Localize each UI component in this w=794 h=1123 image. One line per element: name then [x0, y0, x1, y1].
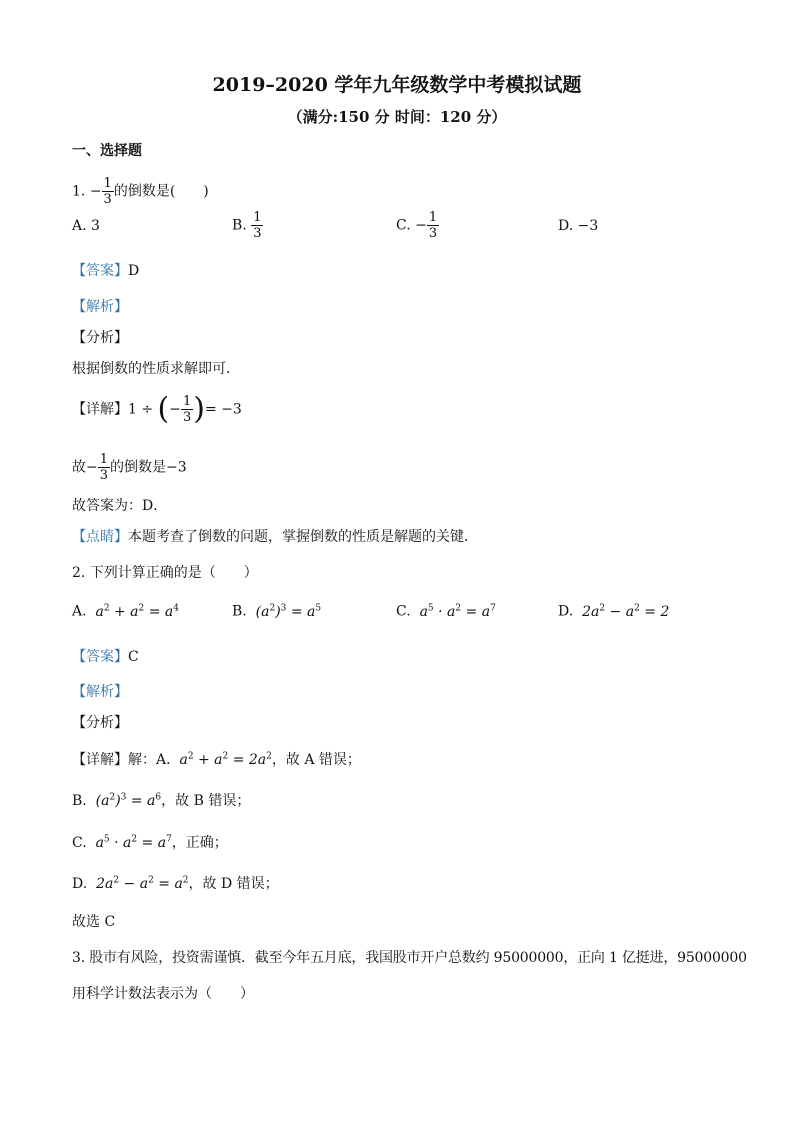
- q1-minus: −: [89, 183, 102, 200]
- frac-num: 1: [428, 210, 438, 225]
- option-formula: $(a^2)^3 = a^5$: [251, 603, 322, 620]
- comment-tag: 【点睛】: [72, 529, 128, 545]
- q2-detail-b: [72, 790, 250, 810]
- detail-label: D.: [72, 876, 88, 892]
- q1-option-a: [72, 218, 100, 234]
- page-title: 2019–2020 学年九年级数学中考模拟试题: [212, 74, 582, 96]
- right-paren: ): [193, 391, 205, 427]
- q1-fraction: [102, 176, 114, 207]
- option-value: −3: [577, 218, 599, 234]
- frac-num: 1: [183, 394, 192, 409]
- option-label: D.: [558, 218, 574, 234]
- detail-formula: $a^5 \cdot a^2 = a^7$: [91, 834, 172, 851]
- q2-stem: 2. 下列计算正确的是（ ）: [72, 565, 258, 581]
- answer-value: C: [128, 649, 139, 665]
- q1-frac-den: 3: [103, 192, 112, 207]
- q2-option-b: [232, 603, 321, 620]
- conclusion-pre: 故−: [72, 459, 98, 476]
- detail-note: ，故 A 错误；: [271, 752, 361, 768]
- option-label: C.: [396, 603, 411, 620]
- q1-answer: [72, 260, 139, 280]
- option-label: D.: [558, 603, 574, 620]
- option-label: C.: [396, 217, 411, 234]
- q3-stem-line1: 3. 股市有风险，投资需谨慎．截至今年五月底，我国股市开户总数约 95000000，正向 1 亿挺进，95000000: [72, 950, 747, 966]
- q1-stem: [72, 176, 209, 207]
- option-formula: $a^5 \cdot a^2 = a^7$: [415, 603, 496, 620]
- option-label: A.: [72, 603, 87, 620]
- q2-detail-a: [72, 749, 361, 769]
- q1-option-c: [396, 210, 439, 241]
- option-formula: $a^2 + a^2 = a^4$: [91, 603, 179, 620]
- detail-label: B.: [72, 793, 87, 809]
- q2-analysis-tag: 【解析】: [72, 684, 128, 700]
- option-label: A.: [72, 218, 87, 234]
- detail-note: ，正确；: [171, 835, 228, 851]
- detail-formula: $a^2 + a^2 = 2a^2$: [175, 751, 272, 768]
- q1-analysis-tag: 【解析】: [72, 299, 128, 315]
- page-subtitle: （满分:150 分 时间：120 分）: [287, 108, 507, 126]
- frac-den: 3: [253, 226, 262, 241]
- frac-den: 3: [428, 226, 438, 241]
- q1-option-d: [558, 218, 598, 234]
- q1-stem-tail: 的倒数是( ): [113, 183, 209, 200]
- q1-number: 1.: [72, 183, 86, 200]
- q1-comment: [72, 526, 478, 546]
- answer-tag: 【答案】: [72, 263, 128, 279]
- q2-final: 故选 C: [72, 914, 116, 930]
- option-fraction: [251, 210, 263, 241]
- detail-intro: 解：A.: [128, 752, 171, 768]
- q1-final: 故答案为：D．: [72, 498, 168, 514]
- detail-note: ，故 B 错误；: [161, 793, 251, 809]
- option-value: 3: [91, 218, 100, 234]
- q2-fenxi-tag: 【分析】: [72, 715, 128, 731]
- q2-detail-d: [72, 873, 279, 893]
- detail-tag: 【详解】: [72, 752, 128, 768]
- left-paren: (: [157, 391, 170, 427]
- answer-value: D: [128, 263, 140, 279]
- detail-label: C.: [72, 835, 87, 851]
- frac-num: 1: [253, 210, 262, 225]
- option-label: B.: [232, 603, 247, 620]
- conclusion-fraction: [98, 452, 110, 483]
- q1-fenxi-text: 根据倒数的性质求解即可．: [72, 361, 240, 377]
- q2-answer: [72, 646, 139, 666]
- frac-num: 1: [99, 452, 109, 467]
- q2-option-d: [558, 603, 669, 620]
- detail-formula: $(a^2)^3 = a^6$: [91, 792, 162, 809]
- detail-tag: 【详解】: [72, 401, 128, 418]
- q1-conclusion: [72, 452, 187, 483]
- q3-stem-line2: 用科学计数法表示为（ ）: [72, 986, 254, 1002]
- comment-text: 本题考查了倒数的问题，掌握倒数的性质是解题的关键．: [128, 529, 478, 545]
- q1-option-b: [232, 210, 263, 241]
- detail-minus: −: [169, 401, 181, 418]
- q1-fenxi-tag: 【分析】: [72, 330, 128, 346]
- answer-tag: 【答案】: [72, 649, 128, 665]
- detail-formula: $2a^2 - a^2 = a^2$: [91, 875, 189, 892]
- q2-detail-c: [72, 832, 228, 852]
- option-formula: $2a^2 - a^2 = 2$: [577, 603, 670, 620]
- option-minus: −: [415, 217, 427, 234]
- option-label: B.: [232, 217, 247, 234]
- detail-pre: 1 ÷: [128, 401, 158, 418]
- option-fraction: [427, 210, 439, 241]
- conclusion-post: 的倒数是−3: [110, 459, 187, 476]
- section-heading: 一、选择题: [72, 143, 142, 159]
- q2-option-a: [72, 603, 179, 620]
- detail-note: ，故 D 错误；: [188, 876, 279, 892]
- q1-detail: [72, 391, 242, 427]
- q2-option-c: [396, 603, 496, 620]
- frac-den: 3: [99, 468, 109, 483]
- detail-fraction: [181, 394, 193, 425]
- detail-post: = −3: [205, 401, 242, 418]
- frac-den: 3: [183, 410, 192, 425]
- q1-frac-num: 1: [103, 176, 112, 191]
